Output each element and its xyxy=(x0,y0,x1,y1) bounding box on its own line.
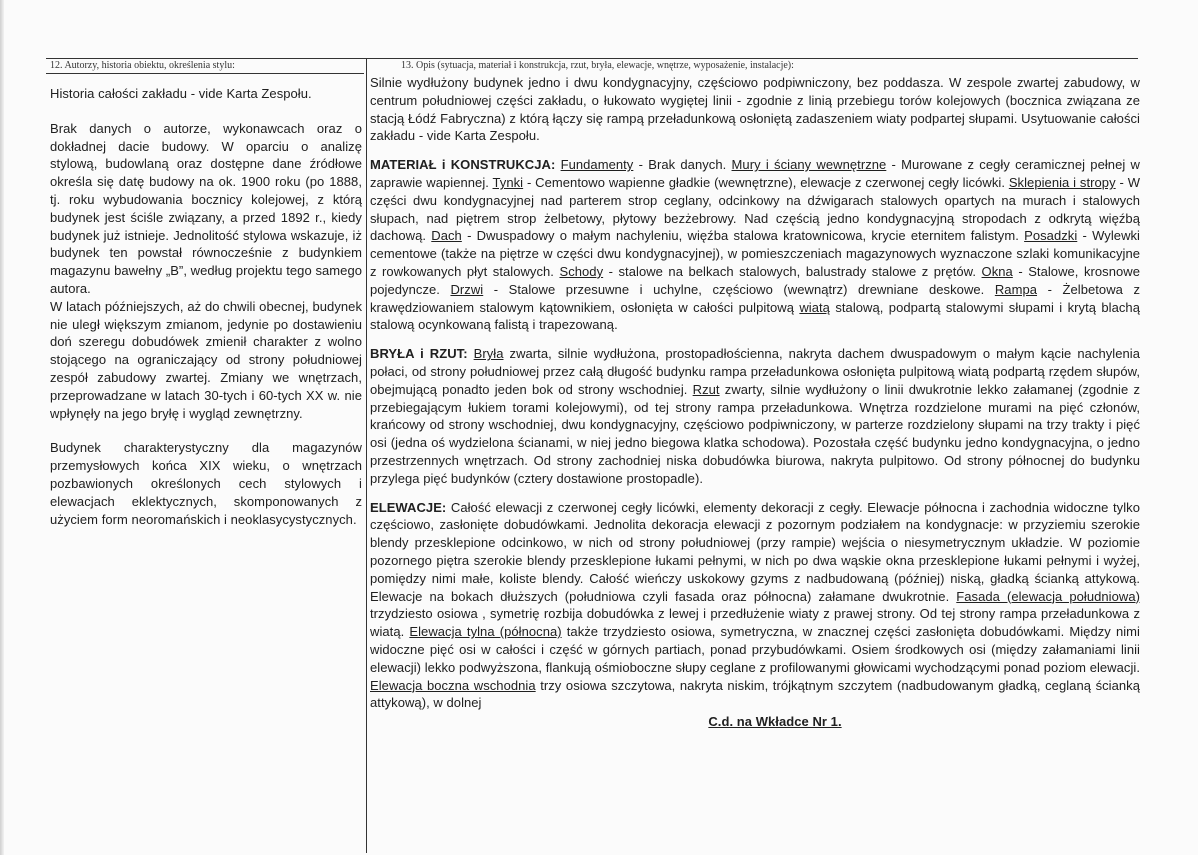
elewacje-text: także trzydziesto osiowa, symetryczna, w znacznej części zasłonięta dobudówkami. Między nimi widoczne pięć osi w całości i część w górnych partiach, ponad przybudówkami. Osiem środkowych osi (między załamaniami linii elewacji) lekko podwyższona, flankują ośmioboczne słupy ceglane z profilowanymi głowicami wychodzącymi ponad poziom elewacji. xyxy=(370,624,1140,675)
elewacje-text: trzydziesto osiowa , symetrię rozbija dobudówka z lewej i przedłużenie wiaty z prawej strony. Od tej strony rampa przeładunkowa z wiatą. xyxy=(370,606,1140,640)
material-text: - Brak danych. xyxy=(633,157,732,173)
material-text: - Żelbetowa z krawędziowaniem stalowym kątownikiem, osłonięta w całości pulpitową xyxy=(370,281,1140,315)
material-term: Rampa xyxy=(994,281,1038,297)
description-column xyxy=(370,74,1140,731)
material-term: Sklepienia i stropy xyxy=(1008,174,1116,190)
bryla-text: zwarta, silnie wydłużona, prostopadłościenna, nakryta dachem dwuspadowym o małym kącie nachylenia połaci, od strony południowej przez całą długość budynku rampa przeładunkowa osłonięta pulpitową wiatą podpartą rzędem słupów, obejmującą ponadto jeden bok od strony wschodniej. xyxy=(370,346,1140,397)
section-13-header: 13. Opis (sytuacja, materiał i konstrukcja, rzut, bryła, elewacje, wnętrze, wyposażenie, instalacje): xyxy=(401,60,794,71)
material-heading: MATERIAŁ i KONSTRUKCJA: xyxy=(370,157,556,173)
elewacje-text: Całość elewacji z czerwonej cegły licówki, elementy dekoracji z cegły. Elewacje północna i zachodnia widoczne tylko częściowo, zasłonięte dobudówkami. Jednolita dekoracja elewacji z pozornym podziałem na kondygnacje: w przyziemiu szerokie blendy przesklepione odcinkowo, w nich od strony południowej (przy rampie) wejścia o niesymetrycznym układzie. W poziomie pozornego piętra szerokie blendy przesklepione łukami pełnymi, w nich po dwa wąskie okna przesklepione łukami pełnymi i wyżej, pomiędzy nimi małe, koliste blendy. Całość wieńczy uskokowy gzyms z nadbudowaną (później) niską, gładką ścianką attykową. Elewacje na bokach dłuższych (południowa czyli fasada oraz północna) załamane dwukrotnie. xyxy=(370,499,1140,604)
section-12-header: 12. Autorzy, historia obiektu, określenia stylu: xyxy=(50,60,235,71)
history-reference: Historia całości zakładu - vide Karta Zespołu. xyxy=(50,86,312,101)
elewacje-term: Elewacja boczna wschodnia xyxy=(370,677,536,693)
material-term: Posadzki xyxy=(1024,228,1078,244)
material-text: stalową, podpartą stalowymi słupami i krytą blachą stalową ocynkowaną falistą i trapezowaną. xyxy=(370,299,1140,333)
material-term: Dach xyxy=(431,228,462,244)
column-divider xyxy=(366,58,367,853)
history-paragraph-style: Budynek charakterystyczny dla magazynów przemysłowych końca XIX wieku, o wnętrzach pozbawionych określonych cech stylowych i elewacjach eklektycznych, skomponowanych z użyciem form neoromańskich i neoklasycystycznych. xyxy=(50,440,362,527)
description-intro: Silnie wydłużony budynek jedno i dwu kondygnacyjny, częściowo podpiwniczony, bez poddasza. W zespole zwartej zabudowy, w centrum południowej części zakładu, o łukowato wygiętej linii - zgodnie z linią przebiegu torów kolejowych (bocznica związana ze stacją Łódź Fabryczna) z którą łączy się rampą przeładunkową osłoniętą zadaszeniem wiaty podpartej słupami. Usytuowanie całości zakładu - vide Karta Zespołu. xyxy=(370,75,1140,144)
material-section xyxy=(370,156,1140,334)
history-paragraph-dating: Brak danych o autorze, wykonawcach oraz o dokładnej dacie budowy. W oparciu o analizę stylową, budowlaną oraz dostępne dane źródłowe określa się datę budowy na ok. 1900 roku (po 1888, tj. roku wybudowania bocznicy kolejowej, z którą budynek jest ściśle związany, a przed 1892 r., kiedy budynek już istnieje. Jednolitość stylowa wskazuje, iż budynek ten powstał równocześnie z budynkiem magazynu bawełny „B”, według projektu tego samego autora. xyxy=(50,120,362,296)
bryla-term: Rzut xyxy=(692,381,720,397)
elewacje-text: trzy osiowa szczytowa, nakryta niskim, trójkątnym szczytem (nadbudowanym gładką, ceglaną ścianką attykową), w dolnej xyxy=(370,677,1140,711)
material-text: - stalowe na belkach stalowych, balustrady stalowe z prętów. xyxy=(603,263,982,279)
elewacje-term: Fasada (elewacja południowa) xyxy=(956,588,1140,604)
elewacje-heading: ELEWACJE: xyxy=(370,499,447,515)
scan-left-edge xyxy=(0,0,4,855)
material-text: - Murowane z cegły ceramicznej pełnej w zaprawie wapiennej. xyxy=(370,157,1140,190)
material-term: Drzwi xyxy=(450,281,484,297)
material-text: - Stalowe przesuwne i uchylne, częściowo (wewnątrz) drewniane deskowe. xyxy=(483,281,995,297)
material-term: Mury i ściany wewnętrzne xyxy=(731,157,887,173)
top-rule xyxy=(46,58,1138,59)
material-text: - W części dwu kondygnacyjnej nad parterem strop ceglany, odcinkowy na dźwigarach stalowych opartych na murach i stalowych słupach, nad piętrem strop żelbetowy, płytowy bezżebrowy. Nad częścią jedno kondygnacyjną stropodach z odkrytą więźbą dachową. xyxy=(370,174,1141,244)
left-header-rule xyxy=(46,73,364,74)
material-term: Fundamenty xyxy=(560,157,634,173)
material-term: Tynki xyxy=(492,174,524,190)
material-text: - Cementowo wapienne gładkie (wewnętrzne), elewacje z czerwonej cegły licówki. xyxy=(523,174,1009,190)
bryla-heading: BRYŁA i RZUT: xyxy=(370,346,468,362)
elewacje-term: Elewacja tylna (północna) xyxy=(409,624,562,640)
material-term: Schody xyxy=(559,263,604,279)
material-term: Okna xyxy=(981,263,1013,279)
bryla-section xyxy=(370,345,1140,487)
material-text: - Stalowe, krosnowe pojedyncze. xyxy=(370,263,1140,297)
material-text: - Wylewki cementowe (także na piętrze w części dwu kondygnacyjnej), w pomieszczeniach magazynowych wyznaczone szlaki komunikacyjne z rowkowanych płyt stalowych. xyxy=(370,228,1140,279)
history-column xyxy=(50,85,362,528)
elewacje-section xyxy=(370,499,1140,713)
material-text: - Dwuspadowy o małym nachyleniu, więźba stalowa kratownicowa, krycie eternitem falistym. xyxy=(461,228,1025,244)
material-term: wiatą xyxy=(799,299,830,315)
bryla-text: zwarty, silnie wydłużony o linii dwukrotnie lekko załamanej (zgodnie z przebiegającym łukiem torami kolejowymi), od tej strony rampa przeładunkowa. Wnętrza rozdzielone murami na pięć członów, krańcowy od strony wschodniej, dwu kondygnacyjny, częściowo podpiwniczony, w parterze rozdzielony słupami na trzy trakty i pięć osi (jedna oś wydzielona ścianami, w niej jedno biegowa klatka schodowa). Pozostała część budynku jedno kondygnacyjna, o jedno przestrzennych wnętrzach. Od strony zachodniej niska dobudówka biurowa, nakryta pulpitowo. Od strony północnej do budynku przylega pięć budynków (cztery dostawione prostopadle). xyxy=(370,381,1140,486)
bryla-term: Bryła xyxy=(473,346,504,362)
history-paragraph-changes: W latach późniejszych, aż do chwili obecnej, budynek nie uległ większym zmianom, jedynie po dostawieniu doń szeregu dobudówek zmienił charakter z wolno stojącego na ograniczający od strony południowej zespół zabudowy zwartej. Zmiany we wnętrzach, przeprowadzane w latach 30-tych i 60-tych XX w. nie wpłynęły na jego bryłę i wygląd zewnętrzny. xyxy=(50,298,362,421)
continuation-note: C.d. na Wkładce Nr 1. xyxy=(708,714,842,730)
